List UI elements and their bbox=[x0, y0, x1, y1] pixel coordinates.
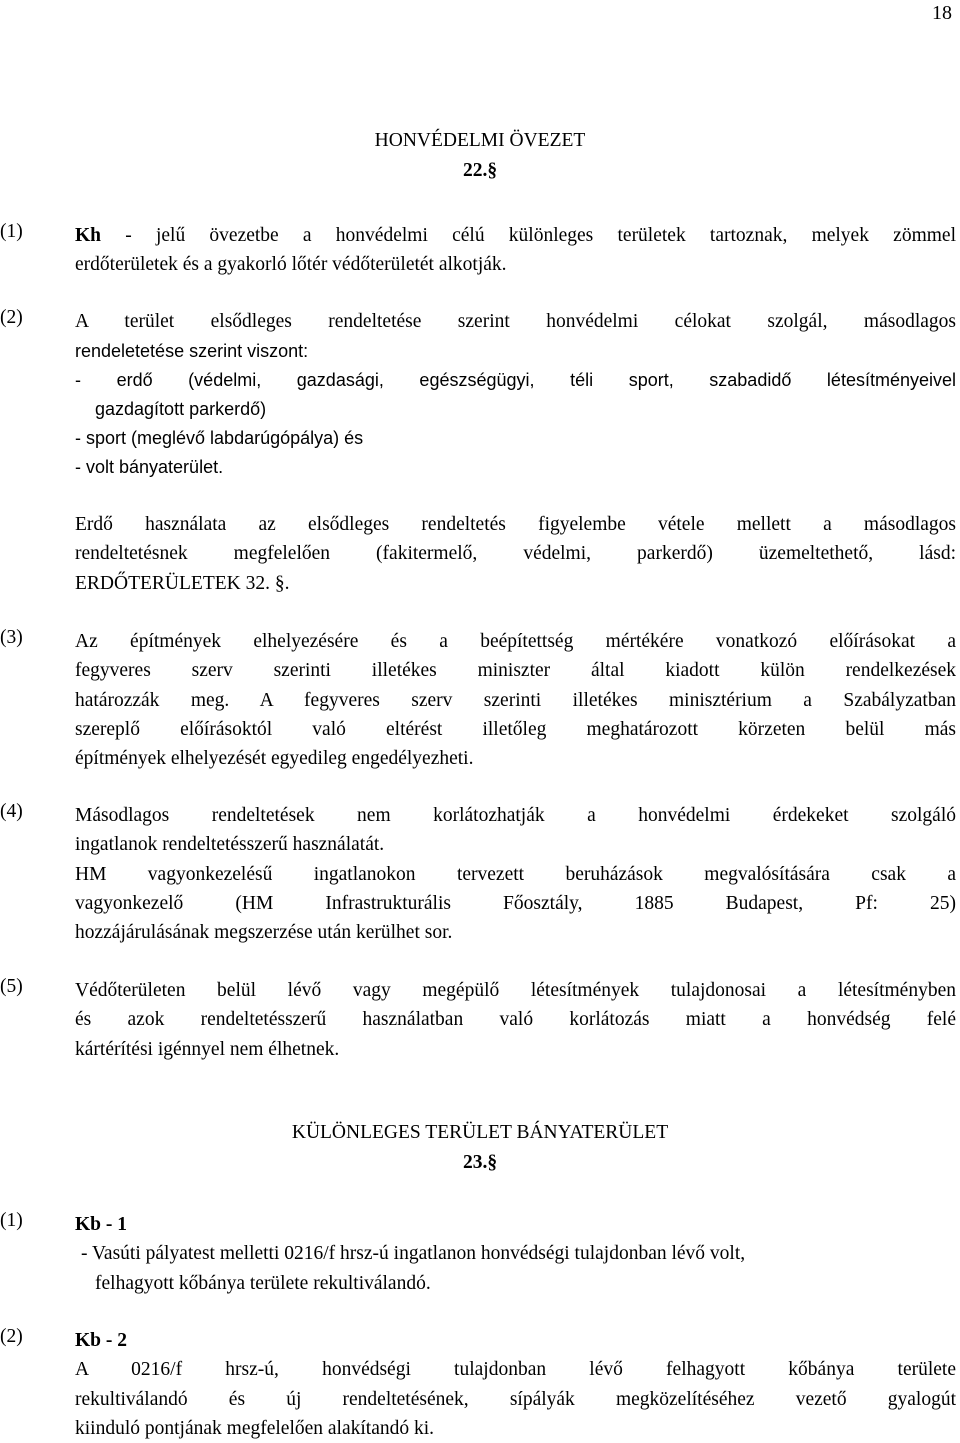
s22-p1-number: (1) bbox=[0, 221, 23, 242]
s23-p1-line1: - Vasúti pályatest melletti 0216/f hrsz-ú ingatlanon honvédségi tulajdonban lévő volt, bbox=[81, 1243, 746, 1265]
s22-p5-number: (5) bbox=[0, 976, 23, 997]
erdo-line2: rendeltetésnek megfelelően (fakitermelő, védelmi, parkerdő) üzemeltethető, lásd: bbox=[75, 543, 956, 565]
s23-p2-text bbox=[75, 1326, 956, 1443]
s22-p2-line4: gazdagított parkerdő) bbox=[95, 399, 267, 419]
s22-p1-text bbox=[75, 221, 956, 280]
s22-p3-line2: fegyveres szerv szerinti illetékes miniszter által kiadott külön rendelkezések bbox=[75, 660, 956, 682]
s22-p5-text bbox=[75, 976, 956, 1064]
s22-p4-line5: hozzájárulásának megszerzése után kerülhet sor. bbox=[75, 922, 453, 944]
s22-p3-line3: határozzák meg. A fegyveres szerv szerinti illetékes minisztérium a Szabályzatban bbox=[75, 689, 956, 711]
s23-p1-text bbox=[75, 1210, 956, 1298]
s22-p3-line4: szereplő előírásoktól való eltérést illetőleg meghatározott körzeten belül más bbox=[75, 718, 956, 740]
s23-p2-line2: rekultiválandó és új rendeltetésének, sípályák megközelítéséhez vezető gyalogút bbox=[75, 1388, 956, 1410]
s22-p2-line1: A terület elsődleges rendeltetése szerint honvédelmi célokat szolgál, másodlagos bbox=[75, 311, 956, 332]
s22-p2-line6: - volt bányaterület. bbox=[75, 457, 224, 477]
s22-p2-line3: - erdő (védelmi, gazdasági, egészségügyi, téli sport, szabadidő létesítményeivel bbox=[75, 370, 956, 390]
s23-p1-line2: felhagyott kőbánya területe rekultiválandó. bbox=[95, 1272, 431, 1294]
section-23-number: 23.§ bbox=[462, 1152, 498, 1173]
s22-p3-line1: Az építmények elhelyezésére és a beépítettség mértékére vonatkozó előírásokat a bbox=[75, 631, 956, 652]
s22-p4-text bbox=[75, 801, 956, 947]
s22-p1-line1: Kh - jelű övezetbe a honvédelmi célú különleges területek tartoznak, melyek zömmel bbox=[75, 225, 956, 246]
s22-p3-line5: építmények elhelyezését egyedileg engedélyezheti. bbox=[75, 748, 474, 770]
s22-p2-text bbox=[75, 307, 956, 336]
s22-p3-text bbox=[75, 627, 956, 773]
s22-p2-number: (2) bbox=[0, 307, 23, 328]
erdo-line3: ERDŐTERÜLETEK 32. §. bbox=[75, 572, 290, 594]
kb2-heading: Kb - 2 bbox=[75, 1330, 128, 1351]
section-23-title: KÜLÖNLEGES TERÜLET BÁNYATERÜLET bbox=[291, 1122, 669, 1143]
s22-erdo-text bbox=[75, 510, 956, 598]
s22-p1-line2: erdőterületek és a gyakorló lőtér védőterületét alkotják. bbox=[75, 254, 507, 276]
s22-p3-number: (3) bbox=[0, 627, 23, 648]
page-number: 18 bbox=[932, 2, 952, 24]
kb1-heading: Kb - 1 bbox=[75, 1214, 128, 1235]
s22-p4-line1: Másodlagos rendeltetések nem korlátozhatják a honvédelmi érdekeket szolgáló bbox=[75, 805, 956, 826]
section-22-number: 22.§ bbox=[462, 160, 498, 181]
s22-p4-line2: ingatlanok rendeltetésszerű használatát. bbox=[75, 834, 385, 856]
s23-p2-line1: A 0216/f hrsz-ú, honvédségi tulajdonban lévő felhagyott kőbánya területe bbox=[75, 1359, 956, 1381]
kh-label: Kh bbox=[75, 225, 102, 246]
s22-p5-line3: kártérítési igénnyel nem élhetnek. bbox=[75, 1038, 340, 1060]
s23-p2-line3: kiinduló pontjának megfelelően alakítandó ki. bbox=[75, 1417, 435, 1439]
s22-p5-line1: Védőterületen belül lévő vagy megépülő létesítmények tulajdonosai a létesítményben bbox=[75, 980, 956, 1001]
s22-p4-line3: HM vagyonkezelésű ingatlanokon tervezett beruházások megvalósítására csak a bbox=[75, 863, 956, 885]
s22-p4-number: (4) bbox=[0, 801, 23, 822]
s22-p4-line4: vagyonkezelő (HM Infrastrukturális Főosztály, 1885 Budapest, Pf: 25) bbox=[75, 892, 956, 914]
s23-p2-number: (2) bbox=[0, 1326, 23, 1347]
s22-p2-line2: rendeletetése szerint viszont: bbox=[75, 341, 309, 361]
s22-p2-line5: - sport (meglévő labdarúgópálya) és bbox=[75, 428, 364, 448]
erdo-line1: Erdő használata az elsődleges rendeltetés figyelembe vétele mellett a másodlagos bbox=[75, 514, 956, 535]
s22-p5-line2: és azok rendeltetésszerű használatban való korlátozás miatt a honvédség felé bbox=[75, 1009, 956, 1031]
s22-p2-list bbox=[75, 337, 956, 482]
section-22-title: HONVÉDELMI ÖVEZET bbox=[374, 130, 586, 151]
s23-p1-number: (1) bbox=[0, 1210, 23, 1231]
